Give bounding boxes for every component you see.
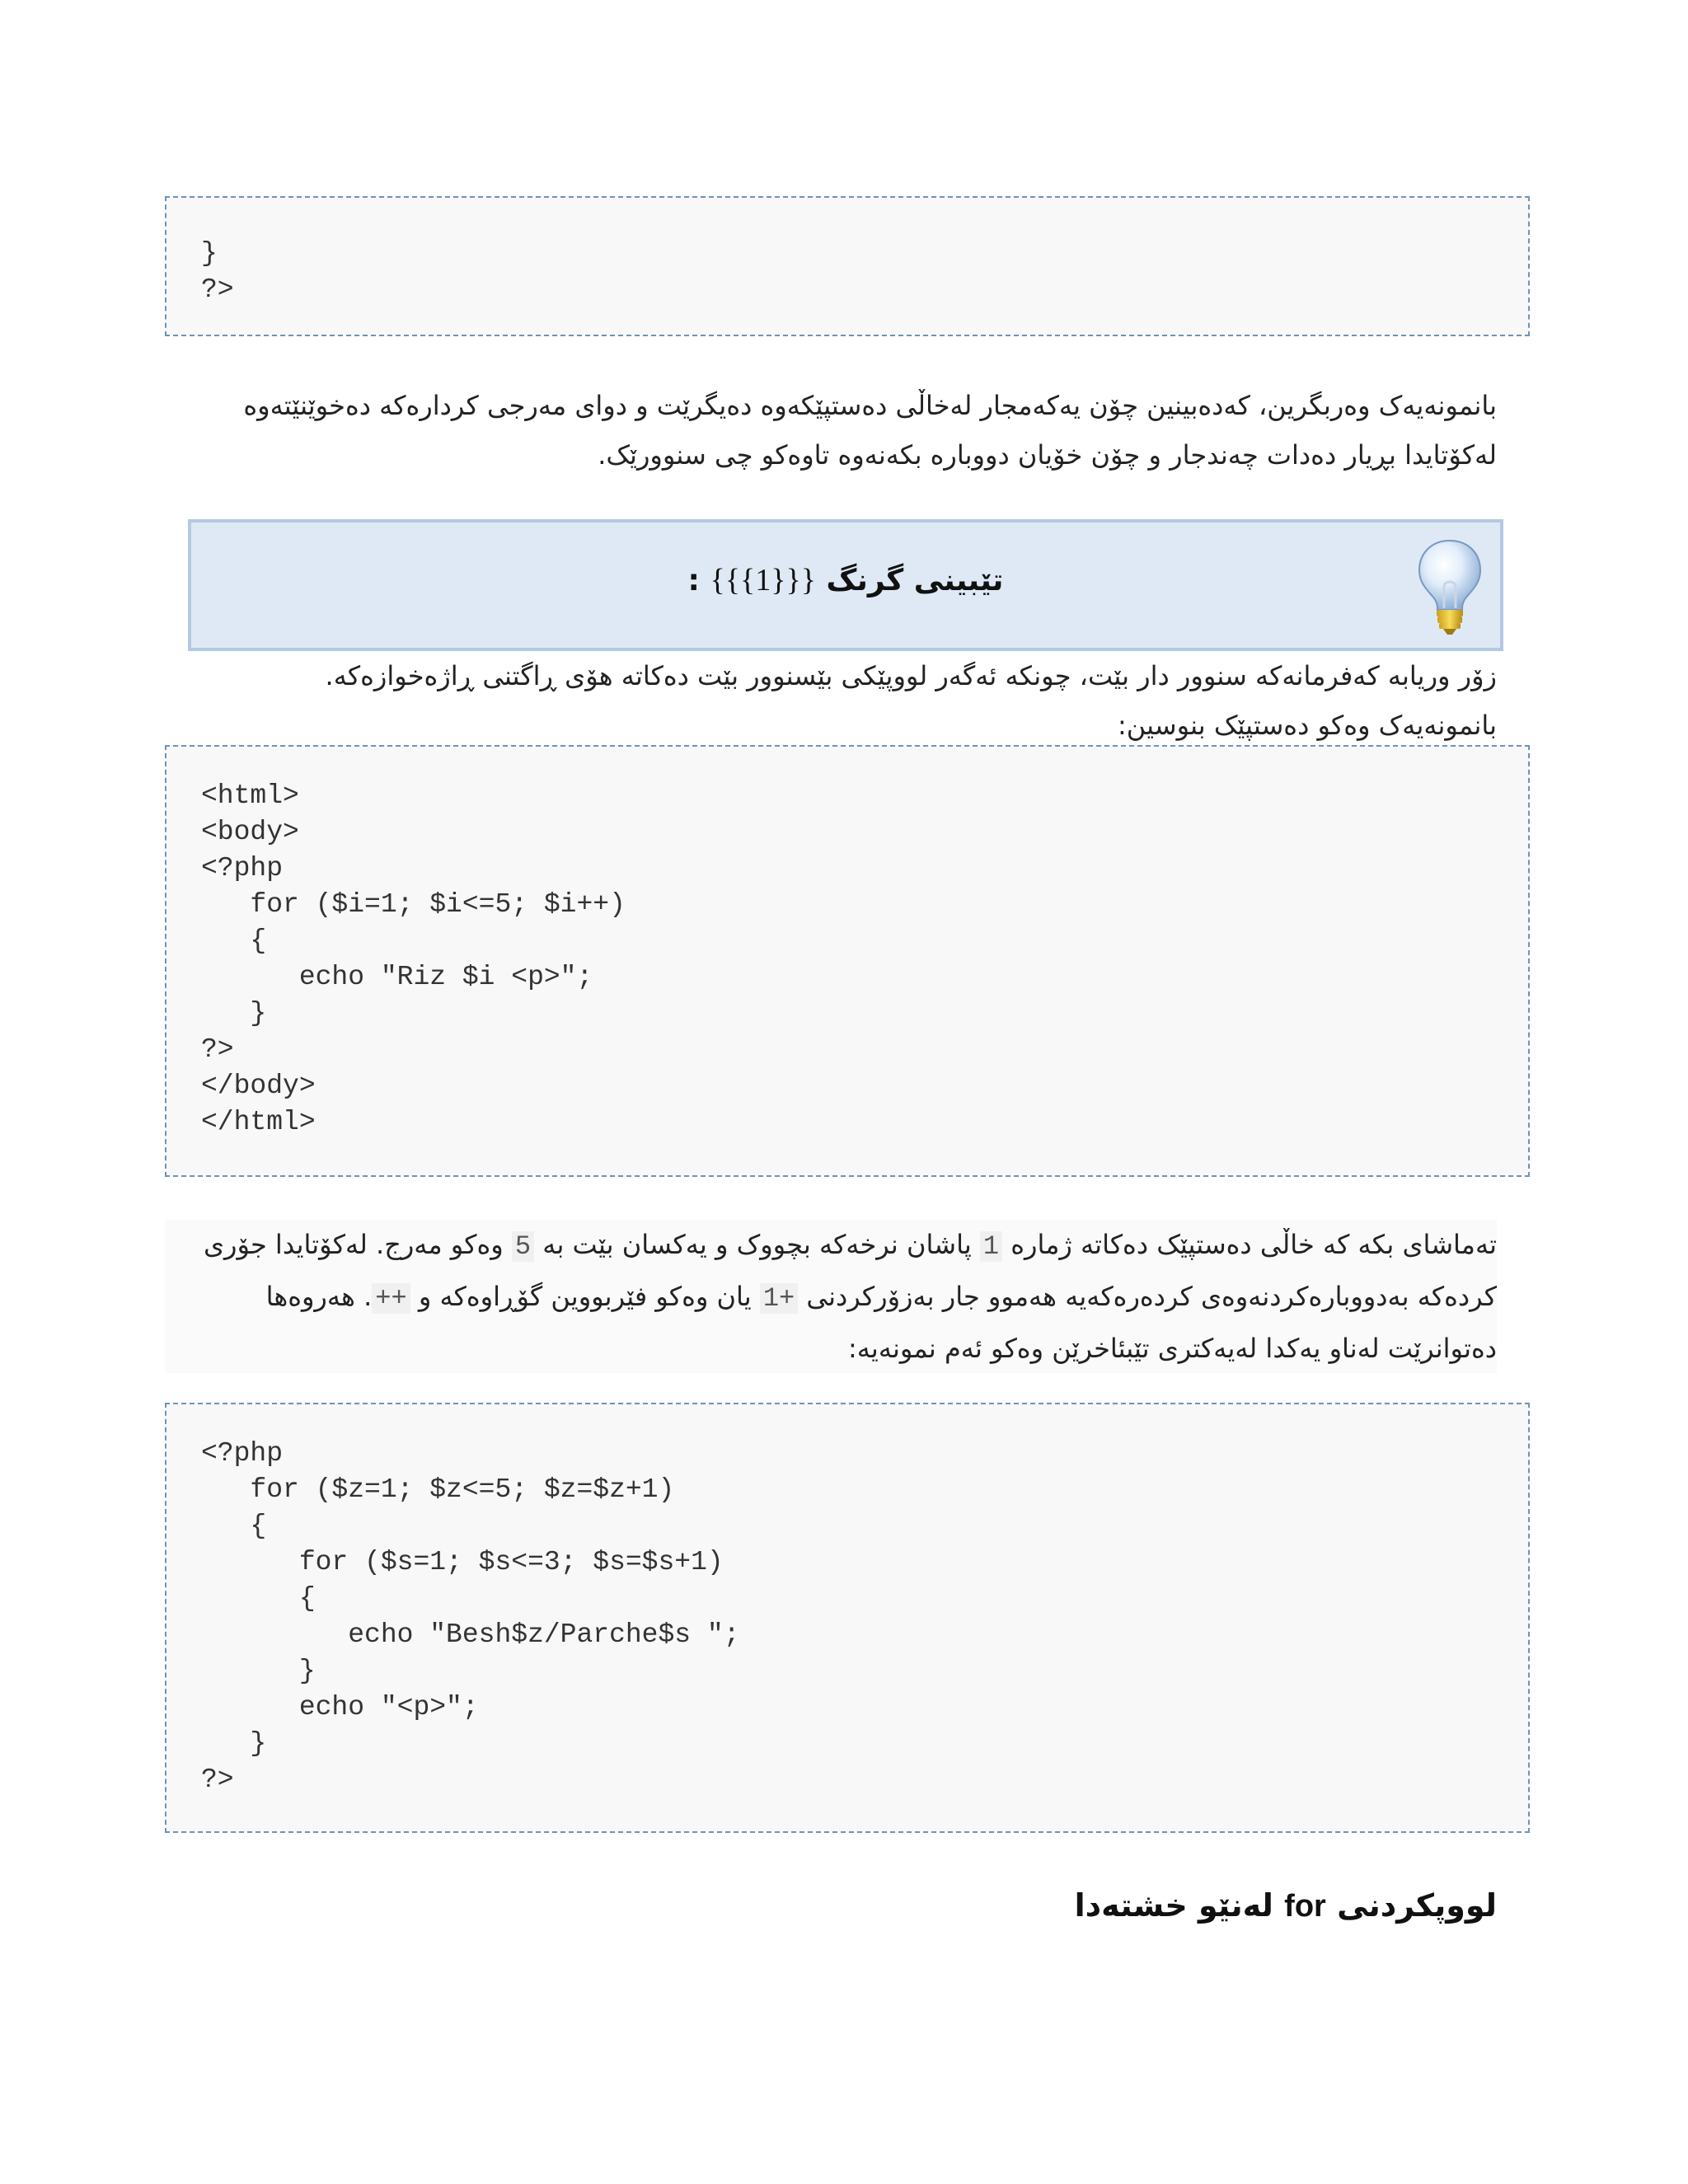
explain-text: وەکو مەرج. لەکۆتایدا جۆری: [203, 1229, 504, 1260]
lightbulb-icon: [1414, 537, 1485, 636]
warning-paragraph: [231, 651, 1497, 750]
inline-code: 1: [980, 1231, 1002, 1262]
inline-code: ++: [372, 1283, 410, 1314]
warning-line-1: زۆر وریابە کەفرمانەکە سنوور دار بێت، چونکە ئەگەر لووپێکی بێسنوور بێت دەکاتە هۆی ڕاگتنی ڕاژەخوازەکە.: [325, 660, 1497, 691]
inline-code: 5: [512, 1231, 534, 1262]
code-block-html-example: [165, 745, 1530, 1177]
code-text: } ?>: [201, 238, 234, 305]
intro-line-2: لەکۆتایدا بڕیار دەدات چەندجار و چۆن خۆیان دووبارە بکەنەوە تاوەکو چی سنوورێک.: [598, 439, 1497, 471]
explain-text: . هەروەها: [265, 1281, 373, 1312]
intro-paragraph: [231, 381, 1497, 480]
intro-line-1: بانمونەیەک وەربگرین، کەدەبینین چۆن یەکەمجار لەخاڵی دەستپێکەوە دەیگرێت و دوای مەرجی کردارەکە دەخوێنێتەوە: [243, 390, 1497, 421]
heading-prefix: لووپکردنی: [1337, 1887, 1497, 1924]
explain-line-1: [165, 1220, 1497, 1272]
heading-keyword: for: [1284, 1889, 1326, 1924]
code-text: <?php for ($z=1; $z<=5; $z=$z+1) { for ($s=1; $s<=3; $s=$s+1) { echo "Besh$z/Parche$s "; } echo "<p>"; } ?>: [201, 1438, 740, 1795]
inline-code: +1: [760, 1283, 798, 1314]
note-title-text: تێبینی گرنگ: [826, 564, 1004, 598]
code-block-nested-loop: [165, 1403, 1530, 1833]
note-title: [191, 562, 1500, 598]
important-note-box: [188, 519, 1503, 651]
explain-text: یان وەکو فێربووین گۆڕاوەکە و: [418, 1281, 752, 1312]
explanation-paragraph: [165, 1220, 1497, 1373]
explain-text: پاشان نرخەکە بچووک و یەکسان بێت بە: [542, 1229, 972, 1260]
explain-line-2: [165, 1272, 1497, 1324]
explain-text: تەماشای بکە کە خاڵی دەستپێک دەکاتە ژمارە: [1010, 1229, 1497, 1260]
warning-line-2: بانمونەیەک وەکو دەستپێک بنوسین:: [1118, 710, 1497, 741]
code-block-closing: [165, 196, 1530, 336]
explain-line-3: دەتوانرێت لەناو یەکدا لەیەکتری تێبئاخرێن وەکو ئەم نمونەیە:: [847, 1333, 1497, 1364]
note-placeholder: {{{1}}}: [710, 563, 816, 598]
note-colon: :: [687, 564, 700, 598]
explain-text: کردەکە بەدووبارەکردنەوەی کردەرەکەیە هەموو جار بەزۆرکردنی: [806, 1281, 1497, 1312]
heading-suffix: لەنێو خشتەدا: [1074, 1887, 1273, 1924]
section-heading: [1075, 1887, 1497, 1924]
code-text: <html> <body> <?php for ($i=1; $i<=5; $i++) { echo "Riz $i <p>"; } ?> </body> </html>: [201, 780, 626, 1137]
